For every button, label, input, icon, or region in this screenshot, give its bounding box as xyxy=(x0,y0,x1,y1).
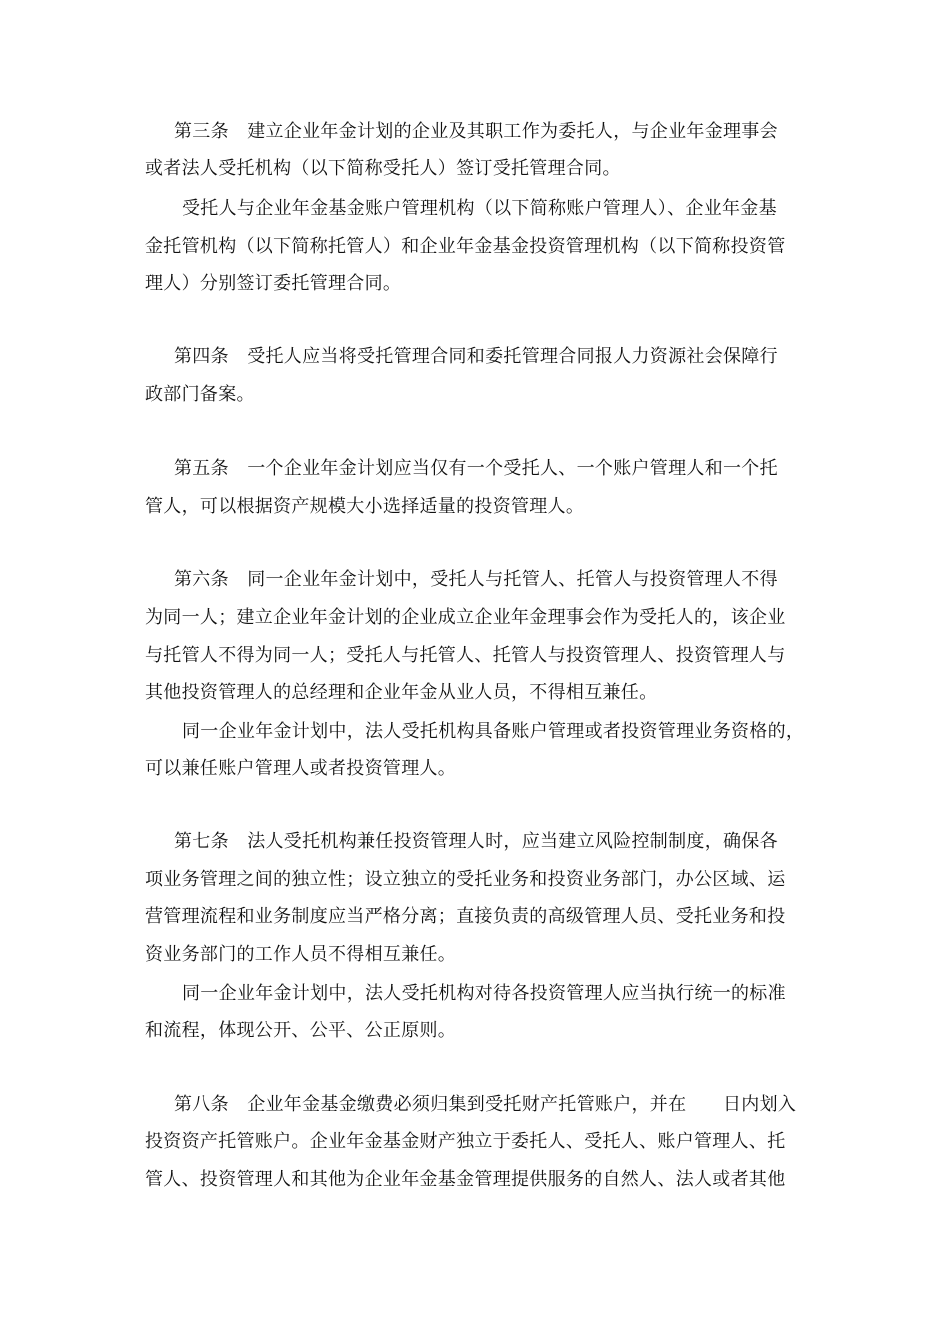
article-7-line-3: 营管理流程和业务制度应当严格分离；直接负责的高级管理人员、受托业务和投 xyxy=(145,906,786,927)
article-3-para-2-line-3: 理人）分别签订委托管理合同。 xyxy=(145,273,402,294)
article-8-line-2: 投资资产托管账户。企业年金基金财产独立于委托人、受托人、账户管理人、托 xyxy=(145,1131,786,1152)
article-6-line-2: 为同一人；建立企业年金计划的企业成立企业年金理事会作为受托人的，该企业 xyxy=(145,607,786,628)
article-6-para-2-line-1: 同一企业年金计划中，法人受托机构具备账户管理或者投资管理业务资格的， xyxy=(182,721,805,742)
article-7-line-4: 资业务部门的工作人员不得相互兼任。 xyxy=(145,944,457,965)
article-3-line-2: 或者法人受托机构（以下简称受托人）签订受托管理合同。 xyxy=(145,158,621,179)
article-3-para-2-line-2: 金托管机构（以下简称托管人）和企业年金基金投资管理机构（以下简称投资管 xyxy=(145,236,786,257)
article-7-para-2-line-2: 和流程，体现公开、公平、公正原则。 xyxy=(145,1020,457,1041)
article-6-line-1: 第六条 同一企业年金计划中，受托人与托管人、托管人与投资管理人不得 xyxy=(174,569,778,590)
article-5-line-2: 管人，可以根据资产规模大小选择适量的投资管理人。 xyxy=(145,496,585,517)
article-7-line-1: 第七条 法人受托机构兼任投资管理人时，应当建立风险控制制度，确保各 xyxy=(174,831,778,852)
article-8-line-3: 管人、投资管理人和其他为企业年金基金管理提供服务的自然人、法人或者其他 xyxy=(145,1169,786,1190)
article-6-para-2-line-2: 可以兼任账户管理人或者投资管理人。 xyxy=(145,758,457,779)
article-4-line-1: 第四条 受托人应当将受托管理合同和委托管理合同报人力资源社会保障行 xyxy=(174,346,778,367)
article-3-line-1: 第三条 建立企业年金计划的企业及其职工作为委托人，与企业年金理事会 xyxy=(174,121,778,142)
article-8-line-1: 第八条 企业年金基金缴费必须归集到受托财产托管账户，并在 日内划入 xyxy=(174,1094,797,1115)
article-4-line-2: 政部门备案。 xyxy=(145,384,255,405)
article-6-line-3: 与托管人不得为同一人；受托人与托管人、托管人与投资管理人、投资管理人与 xyxy=(145,645,786,666)
article-3-para-2-line-1: 受托人与企业年金基金账户管理机构（以下简称账户管理人）、企业年金基 xyxy=(182,198,777,219)
article-6-line-4: 其他投资管理人的总经理和企业年金从业人员，不得相互兼任。 xyxy=(145,682,658,703)
article-7-para-2-line-1: 同一企业年金计划中，法人受托机构对待各投资管理人应当执行统一的标准 xyxy=(182,983,786,1004)
article-5-line-1: 第五条 一个企业年金计划应当仅有一个受托人、一个账户管理人和一个托 xyxy=(174,458,778,479)
article-7-line-2: 项业务管理之间的独立性；设立独立的受托业务和投资业务部门，办公区域、运 xyxy=(145,869,786,890)
